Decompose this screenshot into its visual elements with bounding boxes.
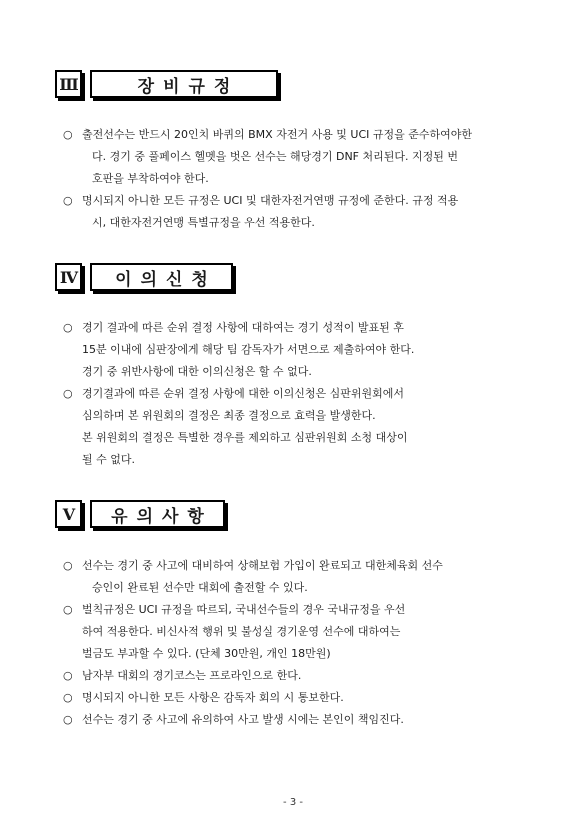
section-title: 유의사항 [90,500,225,528]
paragraph-line: 경기 중 위반사항에 대한 이의신청은 할 수 없다. [82,365,312,378]
bullet-icon: ○ [63,194,73,207]
paragraph-line: 벌칙규정은 UCI 규정을 따르되, 국내선수들의 경우 국내규정을 우선 [82,603,406,616]
section-title: 이의신청 [90,263,233,291]
bullet-icon: ○ [63,559,73,572]
paragraph-line: 본 위원회의 결정은 특별한 경우를 제외하고 심판위원회 소청 대상이 [82,431,408,444]
paragraph-line: 15분 이내에 심판장에게 해당 팀 감독자가 서면으로 제출하여야 한다. [82,343,415,356]
bullet-icon: ○ [63,713,73,726]
paragraph-line: 다. 경기 중 풀페이스 헬멧을 벗은 선수는 해당경기 DNF 처리된다. 지정된 번 [92,150,459,163]
bullet-icon: ○ [63,691,73,704]
paragraph-line: 시, 대한자전거연맹 특별규정을 우선 적용한다. [92,216,315,229]
paragraph-line: 호판을 부착하여야 한다. [92,172,209,185]
section-title: 장비규정 [90,70,278,98]
paragraph-line: 선수는 경기 중 사고에 대비하여 상해보험 가입이 완료되고 대한체육회 선수 [82,559,443,572]
paragraph-line: 경기 결과에 따른 순위 결정 사항에 대하여는 경기 성적이 발표된 후 [82,321,404,334]
paragraph-line: 벌금도 부과할 수 있다. (단체 30만원, 개인 18만원) [82,647,331,660]
section-number: Ⅴ [55,500,82,528]
paragraph-line: 명시되지 아니한 모든 규정은 UCI 및 대한자전거연맹 규정에 준한다. 규정 적용 [82,194,459,207]
paragraph-line: 될 수 없다. [82,453,135,466]
section-number: Ⅲ [55,70,82,98]
paragraph-line: 선수는 경기 중 사고에 유의하여 사고 발생 시에는 본인이 책임진다. [82,713,404,726]
bullet-icon: ○ [63,603,73,616]
paragraph-line: 명시되지 아니한 모든 사항은 감독자 회의 시 통보한다. [82,691,344,704]
section-number: Ⅳ [55,263,82,291]
paragraph-line: 심의하며 본 위원회의 결정은 최종 결정으로 효력을 발생한다. [82,409,376,422]
paragraph-line: 출전선수는 반드시 20인치 바퀴의 BMX 자전거 사용 및 UCI 규정을 준수하여야한 [82,128,473,141]
bullet-icon: ○ [63,128,73,141]
paragraph-line: 하여 적용한다. 비신사적 행위 및 불성실 경기운영 선수에 대하여는 [82,625,401,638]
bullet-icon: ○ [63,387,73,400]
bullet-icon: ○ [63,669,73,682]
bullet-icon: ○ [63,321,73,334]
paragraph-line: 경기결과에 따른 순위 결정 사항에 대한 이의신청은 심판위원회에서 [82,387,405,400]
paragraph-line: 승인이 완료된 선수만 대회에 출전할 수 있다. [92,581,308,594]
paragraph-line: 남자부 대회의 경기코스는 프로라인으로 한다. [82,669,302,682]
page-number: - 3 - [283,797,303,808]
